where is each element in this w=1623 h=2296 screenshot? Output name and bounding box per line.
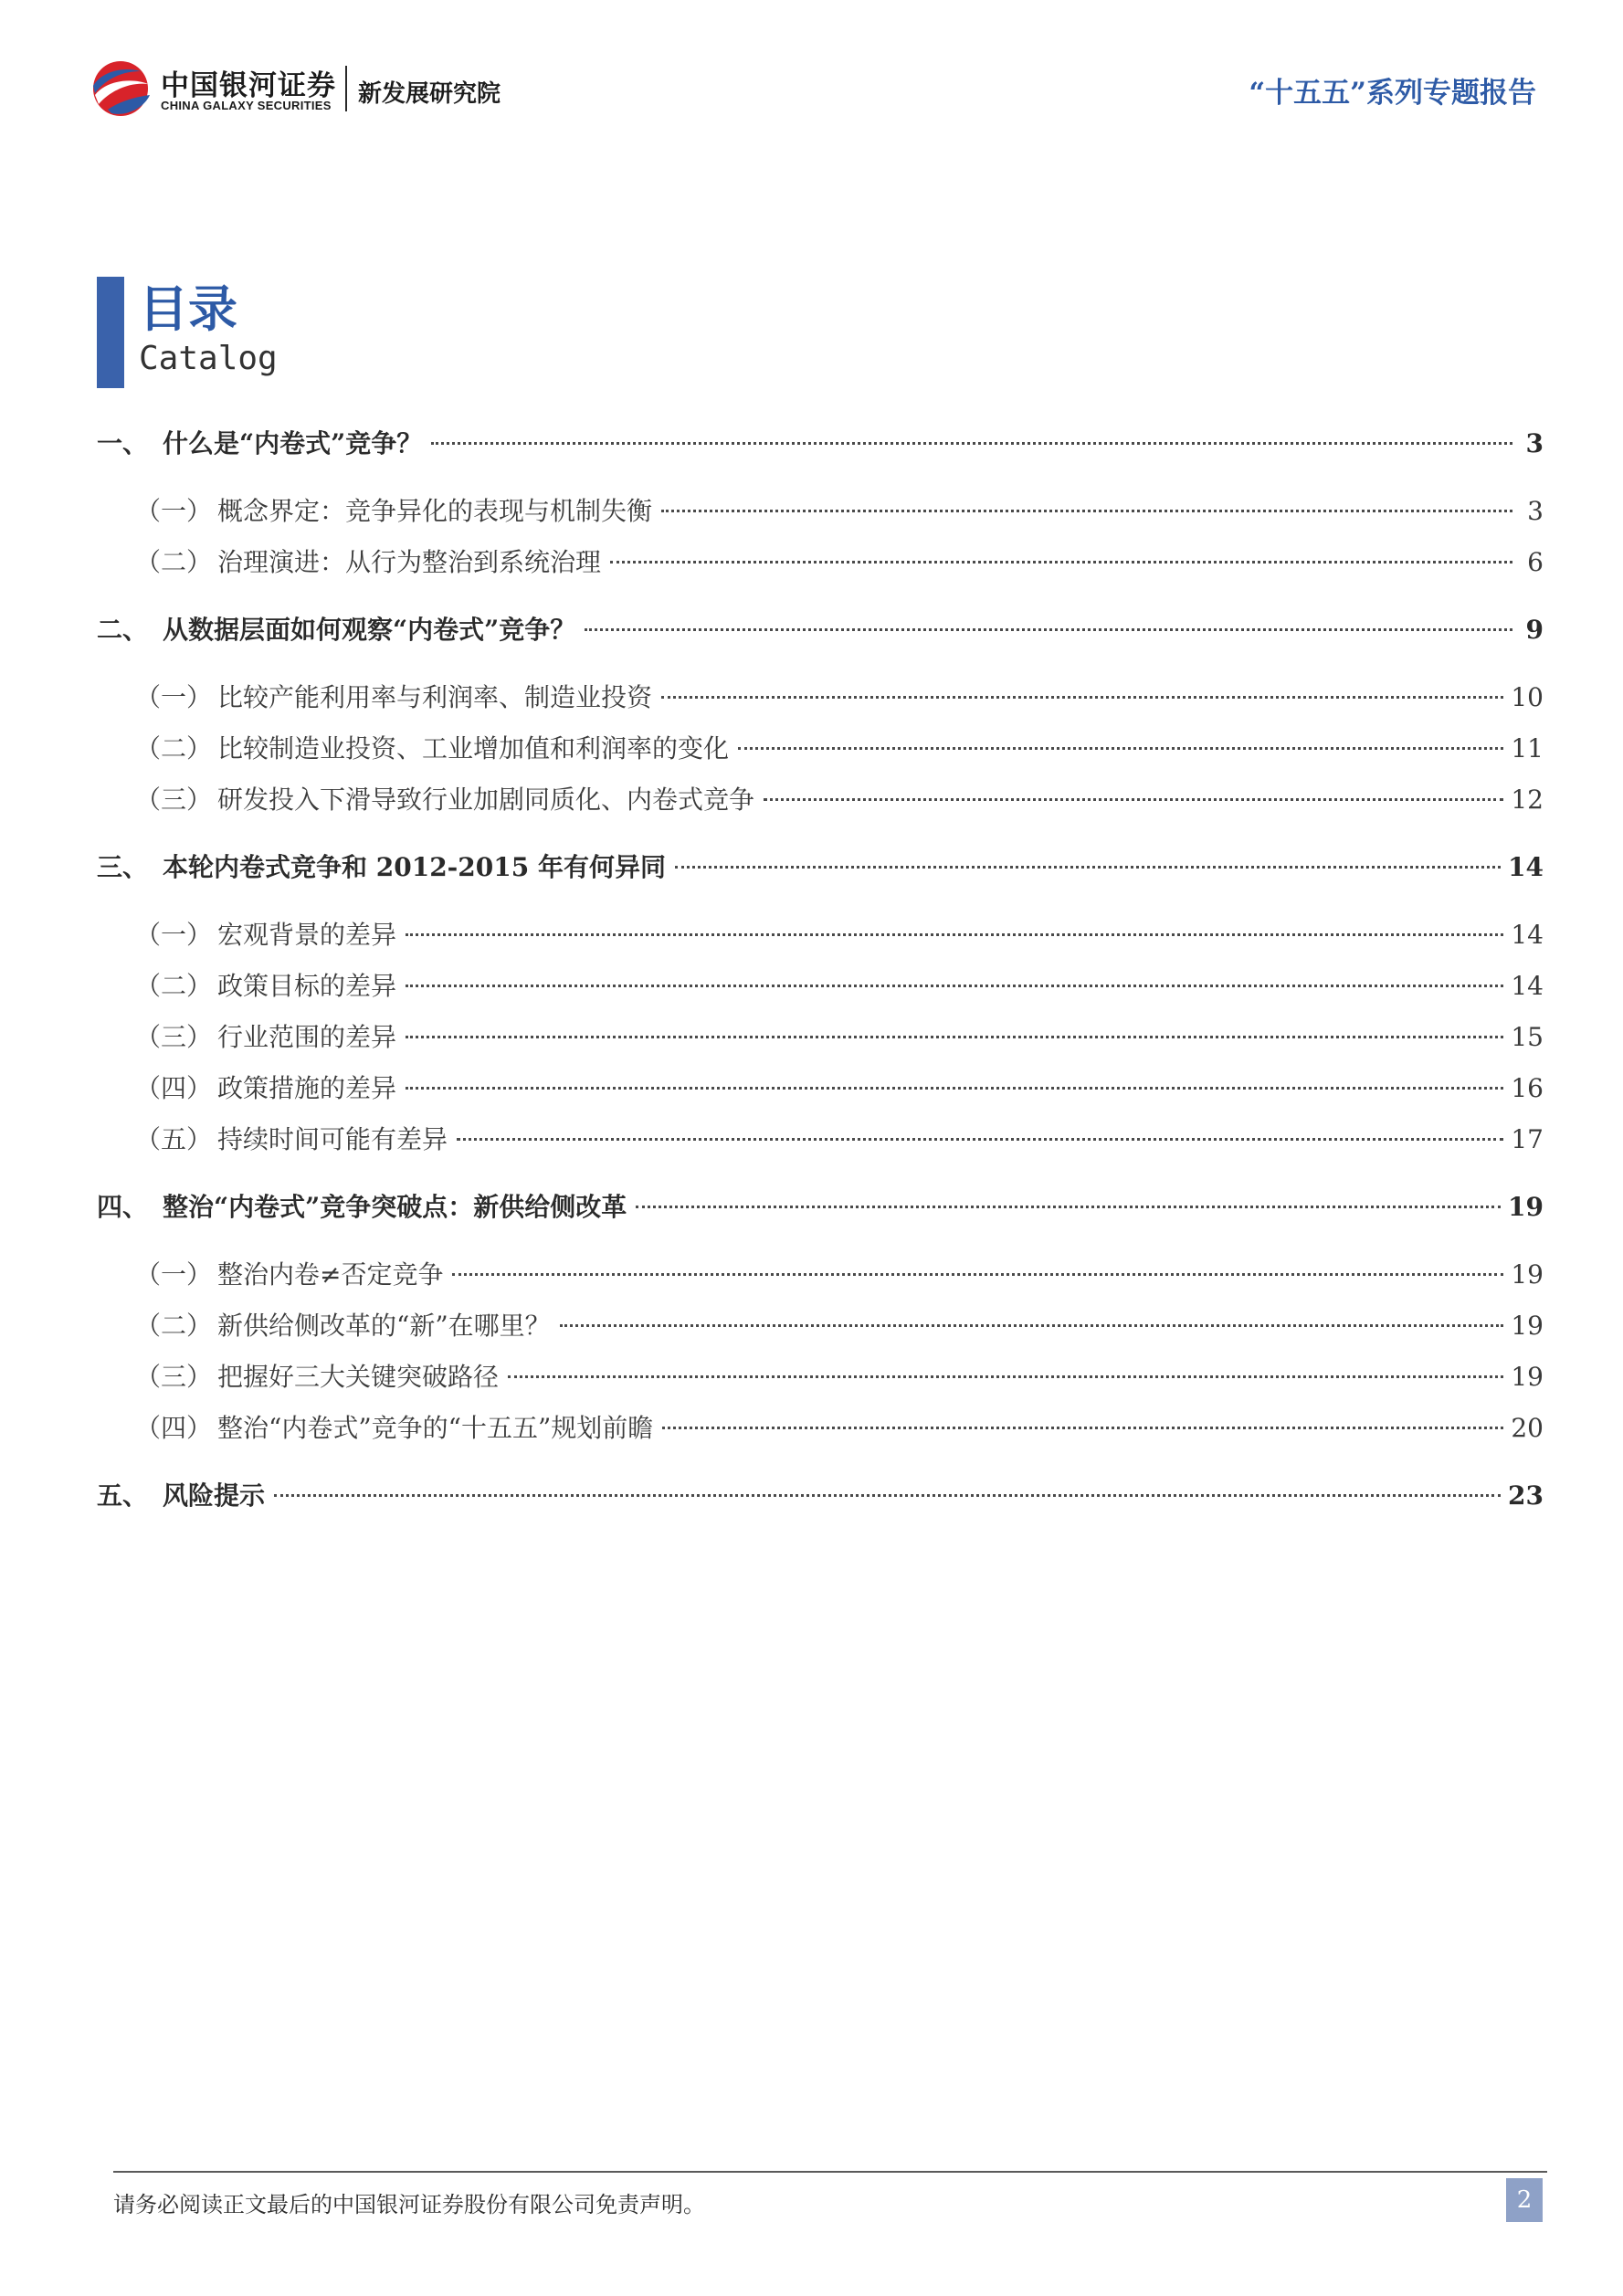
toc-number: （四） — [135, 1073, 213, 1103]
toc-number: （二） — [135, 547, 213, 577]
toc-page: 23 — [1508, 1480, 1544, 1511]
toc-entry[interactable] — [97, 1069, 1544, 1108]
toc-number: （五） — [135, 1124, 213, 1154]
toc-title: 政策目标的差异 — [217, 971, 397, 1001]
toc-title: 从数据层面如何观察“内卷式”竞争？ — [163, 615, 576, 645]
page-number: 2 — [1506, 2178, 1543, 2222]
toc-leader — [560, 1324, 1504, 1327]
toc-page: 11 — [1511, 733, 1544, 764]
toc-entry[interactable] — [97, 543, 1544, 582]
toc-number: （二） — [135, 1311, 213, 1341]
logo-english-name: CHINA GALAXY SECURITIES — [161, 99, 332, 112]
toc-entry[interactable] — [97, 967, 1544, 1006]
toc-entry[interactable] — [97, 1409, 1544, 1448]
toc-leader — [661, 696, 1503, 699]
toc-leader — [738, 747, 1503, 750]
footer-disclaimer: 请务必阅读正文最后的中国银河证券股份有限公司免责声明。 — [113, 2192, 705, 2217]
toc-page: 17 — [1511, 1124, 1544, 1154]
toc-title: 整治内卷≠否定竞争 — [217, 1259, 444, 1290]
toc-number: 三、 — [97, 852, 149, 882]
toc-entry[interactable] — [97, 1256, 1544, 1294]
toc-leader — [764, 798, 1503, 801]
toc-entry[interactable] — [97, 611, 1544, 649]
toc-number: 二、 — [97, 615, 149, 645]
toc-number: 一、 — [97, 428, 149, 458]
toc-title: 比较产能利用率与利润率、制造业投资 — [217, 682, 653, 712]
toc-page: 15 — [1511, 1022, 1544, 1052]
toc-title: 什么是“内卷式”竞争？ — [163, 428, 423, 458]
toc-entry[interactable] — [97, 1307, 1544, 1345]
toc-title: 概念界定：竞争异化的表现与机制失衡 — [217, 496, 653, 526]
toc-title: 风险提示 — [163, 1480, 266, 1511]
toc-number: （三） — [135, 785, 213, 815]
toc-number: （三） — [135, 1362, 213, 1392]
toc-entry[interactable] — [97, 848, 1544, 887]
toc-entry[interactable] — [97, 425, 1544, 463]
toc-title: 政策措施的差异 — [217, 1073, 397, 1103]
toc-page: 10 — [1511, 682, 1544, 712]
toc-leader — [274, 1494, 1501, 1497]
toc-title: 本轮内卷式竞争和 2012-2015 年有何异同 — [163, 852, 666, 882]
toc-page: 19 — [1511, 1362, 1544, 1392]
toc-page: 16 — [1511, 1073, 1544, 1103]
toc-number: 四、 — [97, 1192, 149, 1222]
toc-leader — [662, 1427, 1503, 1429]
toc-entry[interactable] — [97, 492, 1544, 531]
toc-entry[interactable] — [97, 1358, 1544, 1396]
logo-chinese-name: 中国银河证券 — [161, 69, 336, 102]
galaxy-logo-icon — [90, 60, 152, 117]
toc-entry[interactable] — [97, 1188, 1544, 1227]
toc-leader — [508, 1375, 1503, 1378]
toc-entry[interactable] — [97, 1121, 1544, 1159]
toc-title: 治理演进：从行为整治到系统治理 — [217, 547, 602, 577]
toc-page: 19 — [1508, 1192, 1544, 1222]
series-title: “十五五”系列专题报告 — [1249, 77, 1536, 110]
toc-page: 19 — [1511, 1259, 1544, 1290]
toc-leader — [661, 510, 1512, 512]
footer-divider — [113, 2171, 1547, 2173]
toc-entry[interactable] — [97, 1477, 1544, 1515]
toc-title: 比较制造业投资、工业增加值和利润率的变化 — [217, 733, 730, 764]
toc-page: 3 — [1527, 496, 1544, 526]
toc-number: （四） — [135, 1413, 213, 1443]
toc-entry[interactable] — [97, 679, 1544, 717]
toc-leader — [585, 628, 1512, 631]
toc-title: 研发投入下滑导致行业加剧同质化、内卷式竞争 — [217, 785, 755, 815]
toc-title: 宏观背景的差异 — [217, 920, 397, 950]
toc-leader — [457, 1138, 1503, 1141]
toc-entry[interactable] — [97, 730, 1544, 768]
toc-title: 整治“内卷式”竞争的“十五五”规划前瞻 — [217, 1413, 654, 1443]
toc-leader — [610, 561, 1512, 563]
toc-title: 把握好三大关键突破路径 — [217, 1362, 500, 1392]
page-header — [0, 0, 1623, 137]
catalog-subtitle: Catalog — [139, 340, 278, 377]
toc-page: 12 — [1511, 785, 1544, 815]
toc-leader — [675, 866, 1501, 869]
toc-leader — [452, 1273, 1503, 1276]
toc-number: （三） — [135, 1022, 213, 1052]
toc-page: 6 — [1527, 547, 1544, 577]
toc-number: （一） — [135, 496, 213, 526]
toc-leader — [431, 442, 1512, 445]
toc-page: 9 — [1525, 615, 1544, 645]
toc-page: 19 — [1511, 1311, 1544, 1341]
toc-number: 五、 — [97, 1480, 149, 1511]
toc-leader — [406, 933, 1503, 936]
toc-number: （二） — [135, 733, 213, 764]
toc-leader — [636, 1206, 1501, 1208]
catalog-title: 目录 — [139, 279, 237, 338]
toc-leader — [406, 1087, 1503, 1090]
toc-title: 整治“内卷式”竞争突破点：新供给侧改革 — [163, 1192, 627, 1222]
toc-entry[interactable] — [97, 1018, 1544, 1057]
toc-leader — [406, 985, 1503, 987]
toc-number: （一） — [135, 682, 213, 712]
toc-entry[interactable] — [97, 916, 1544, 954]
toc-page: 14 — [1511, 971, 1544, 1001]
toc-entry[interactable] — [97, 781, 1544, 819]
catalog-accent-bar — [97, 277, 124, 388]
toc-page: 3 — [1525, 428, 1544, 458]
toc-number: （一） — [135, 920, 213, 950]
toc-page: 14 — [1508, 852, 1544, 882]
toc-title: 行业范围的差异 — [217, 1022, 397, 1052]
toc-number: （一） — [135, 1259, 213, 1290]
toc-title: 持续时间可能有差异 — [217, 1124, 448, 1154]
toc-leader — [406, 1036, 1503, 1038]
toc-title: 新供给侧改革的“新”在哪里？ — [217, 1311, 551, 1341]
logo-divider — [345, 66, 347, 111]
toc-number: （二） — [135, 971, 213, 1001]
toc-page: 20 — [1511, 1413, 1544, 1443]
toc-page: 14 — [1511, 920, 1544, 950]
department-name: 新发展研究院 — [358, 80, 501, 108]
